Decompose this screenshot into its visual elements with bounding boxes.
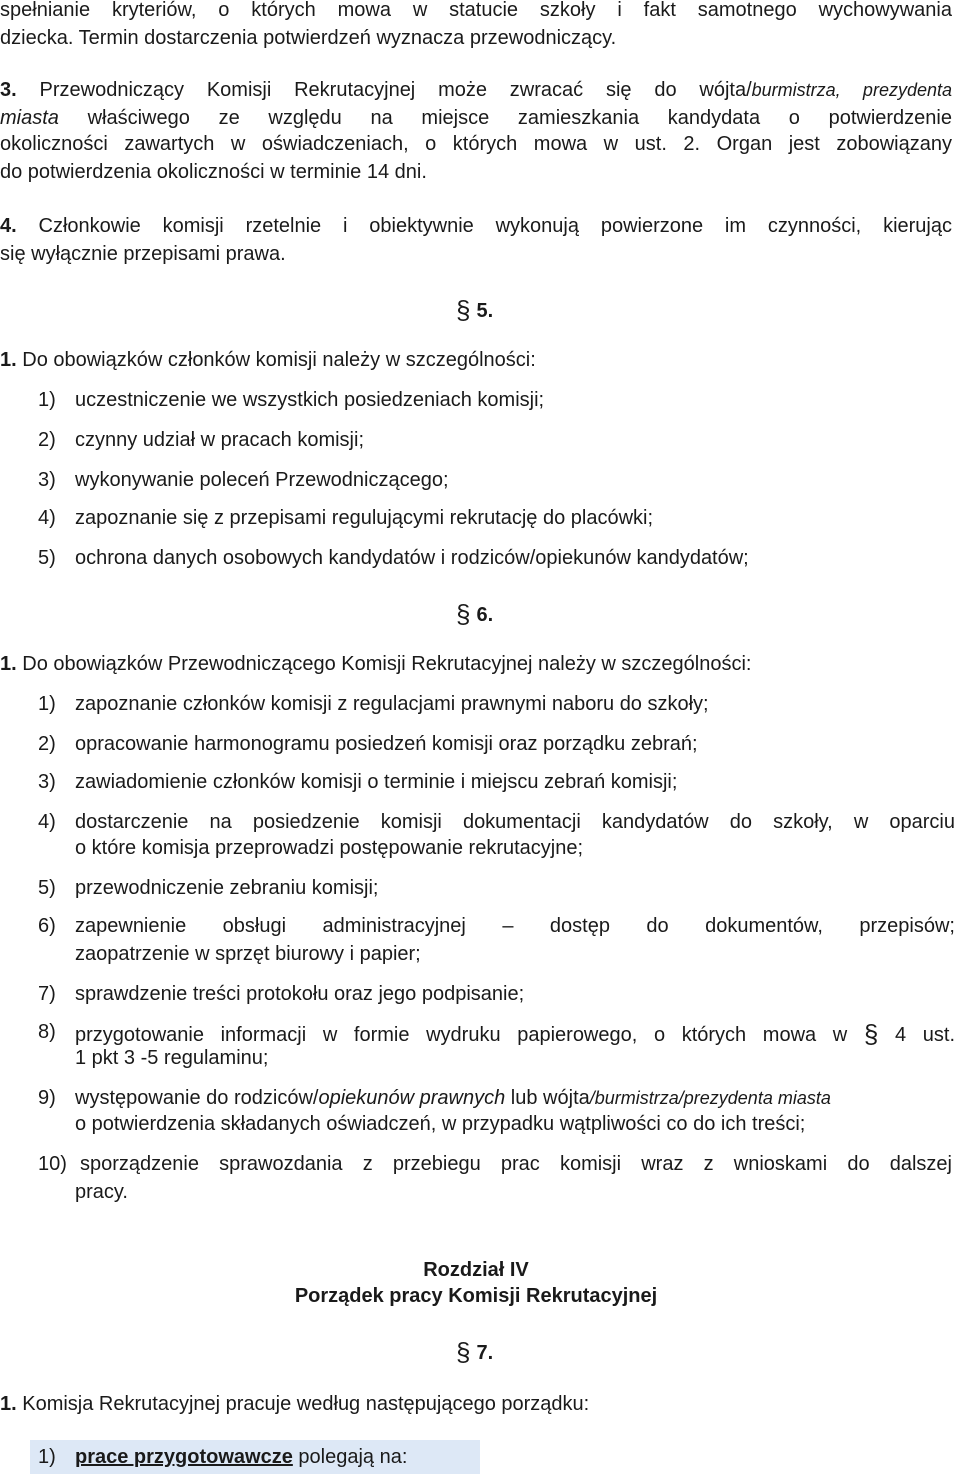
paragraph-3-line [0,104,952,132]
list-text [75,1443,955,1471]
section-7-heading [456,1336,516,1367]
text: właściwego ze względu na miejsce zamieszkania kandydata o potwierdzenie [58,107,952,129]
text: polegają na: [292,1446,408,1468]
text: Komisja Rekrutacyjnej pracuje według następującego porządku: [16,1393,590,1415]
section-number: 6. [476,604,494,626]
paragraph-4-line [0,240,952,268]
section-sign: § [456,1337,471,1367]
list-text: o potwierdzenia składanych oświadczeń, w przypadku wątpliwości co do ich treści; [75,1113,806,1135]
paragraph-3-line [0,130,952,158]
text: Do obowiązków członków komisji należy w szczególności: [16,349,536,371]
list-number: 1) [38,1446,56,1468]
text: do potwierdzenia okoliczności w terminie 14 dni. [0,161,427,183]
list-number: 2) [38,429,56,451]
paragraph-3-line [0,158,952,186]
italic-text: miasta [0,107,59,129]
list-number: 4) [38,811,56,833]
list-number: 3) [38,469,56,491]
text: spełnianie kryteriów, o których mowa w statucie szkoły i fakt samotnego wychowywania [0,0,952,21]
list-number: 10) [38,1153,67,1175]
list-number: 3) [38,771,56,793]
list-number: 4) [38,507,56,529]
section-sign: § [456,599,471,629]
list-number: 6) [38,915,56,937]
text: lub wójta [505,1087,590,1109]
section-7-intro [0,1390,952,1418]
list-text: uczestniczenie we wszystkich posiedzeniach komisji; [75,389,545,411]
list-text: o które komisja przeprowadzi postępowanie rekrutacyjne; [75,837,584,859]
list-number: 9) [38,1087,56,1109]
chapter-subtitle: Porządek pracy Komisji Rekrutacyjnej [294,1285,658,1307]
list-text: zaopatrzenie w sprzęt biurowy i papier; [75,943,421,965]
list-text: sprawdzenie treści protokołu oraz jego podpisanie; [75,983,525,1005]
text: występowanie do rodziców/ [75,1087,319,1109]
text: 4 ust. [878,1024,955,1046]
section-6-heading [456,598,516,629]
italic-text: opiekunów prawnych [318,1087,506,1109]
paragraph-4 [0,212,952,240]
list-text [75,1084,955,1112]
section-number: 5. [476,300,494,322]
list-text: zawiadomienie członków komisji o terminie i miejscu zebrań komisji; [75,771,678,793]
list-text: dostarczenie na posiedzenie komisji dokumentacji kandydatów do szkoły, w oparciu [75,811,955,833]
text: się wyłącznie przepisami prawa. [0,243,286,265]
list-text: przewodniczenie zebraniu komisji; [75,877,379,899]
list-text: pracy. [75,1181,128,1203]
list-number: 2) [38,733,56,755]
list-text: 1 pkt 3 -5 regulaminu; [75,1047,269,1069]
list-number: 1) [38,693,56,715]
section-sign: § [863,1019,879,1049]
list-text: sporządzenie sprawozdania z przebiegu prac komisji wraz z wnioskami do dalszej [80,1153,952,1175]
list-text: ochrona danych osobowych kandydatów i rodziców/opiekunów kandydatów; [75,547,749,569]
text: dziecka. Termin dostarczenia potwierdzeń wyznacza przewodniczący. [0,27,617,49]
section-5-intro [0,346,952,374]
list-text: wykonywanie poleceń Przewodniczącego; [75,469,449,491]
text: okoliczności zawartych w oświadczeniach, o których mowa w ust. 2. Organ jest zobowiązany [0,133,952,155]
list-number: 1) [38,389,56,411]
list-number: 8) [38,1021,56,1043]
list-text: czynny udział w pracach komisji; [75,429,364,451]
list-text: zapoznanie się z przepisami regulującymi rekrutację do placówki; [75,507,654,529]
text: Członkowie komisji rzetelnie i obiektywnie wykonują powierzone im czynności, kierując [16,215,952,237]
paragraph-number: 1. [0,1393,17,1415]
list-number: 7) [38,983,56,1005]
section-5-heading [456,294,516,325]
text: Przewodniczący Komisji Rekrutacyjnej może zwracać się do wójta/ [16,79,752,101]
paragraph-number: 1. [0,349,17,371]
list-text: opracowanie harmonogramu posiedzeń komisji oraz porządku zebrań; [75,733,698,755]
text: przygotowanie informacji w formie wydruku papierowego, o których mowa w [75,1024,848,1046]
list-text: zapoznanie członków komisji z regulacjami prawnymi naboru do szkoły; [75,693,709,715]
paragraph-continuation-line [0,24,952,52]
paragraph-continuation-line [0,0,952,24]
paragraph-number: 1. [0,653,17,675]
list-number: 5) [38,547,56,569]
list-number: 5) [38,877,56,899]
paragraph-number: 4. [0,215,17,237]
chapter-title: Rozdział IV [423,1259,529,1281]
text: Do obowiązków Przewodniczącego Komisji Rekrutacyjnej należy w szczególności: [16,653,752,675]
section-6-intro [0,650,952,678]
section-number: 7. [476,1342,494,1364]
section-sign: § [456,295,471,325]
list-text: zapewnienie obsługi administracyjnej – dostęp do dokumentów, przepisów; [75,915,955,937]
italic-text: burmistrza, prezydenta [751,80,952,100]
paragraph-3 [0,76,952,104]
paragraph-number: 3. [0,79,17,101]
underlined-term: prace przygotowawcze [75,1446,293,1468]
italic-text: /burmistrza/prezydenta miasta [589,1088,831,1108]
